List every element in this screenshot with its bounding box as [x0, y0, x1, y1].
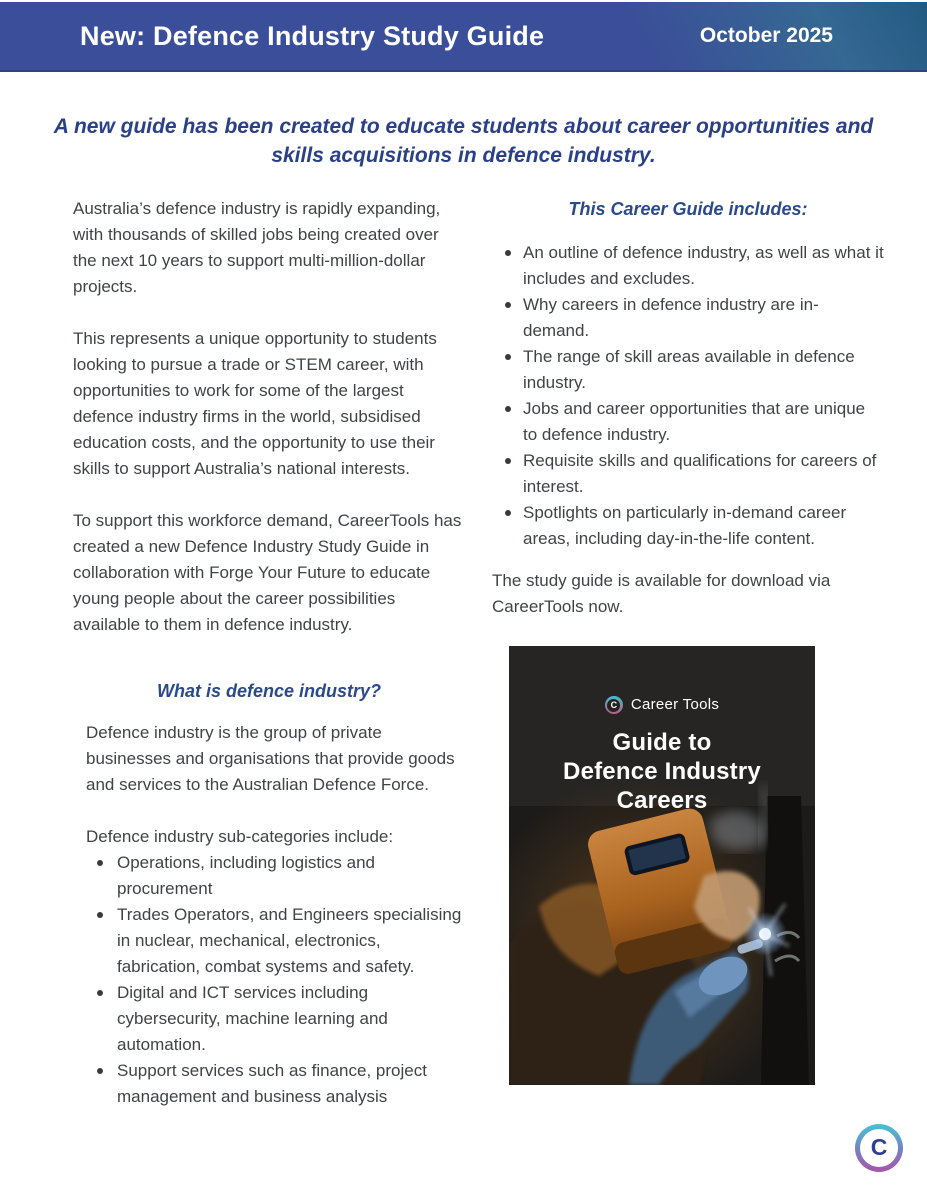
list-item: Digital and ICT services including cybersecurity, machine learning and automation. — [73, 980, 465, 1058]
right-column — [492, 196, 884, 1085]
list-item: Requisite skills and qualifications for careers of interest. — [492, 448, 884, 500]
list-item: Operations, including logistics and procurement — [73, 850, 465, 902]
page-title: New: Defence Industry Study Guide — [80, 20, 545, 51]
cover-brand-row — [509, 692, 815, 718]
list-item: Trades Operators, and Engineers specialising in nuclear, mechanical, electronics, fabrication, combat systems and safety. — [73, 902, 465, 980]
left-column — [73, 196, 465, 1110]
cover-brand-name: Career Tools — [630, 696, 720, 713]
cover-title-line: Defence Industry — [563, 758, 761, 785]
headline: A new guide has been created to educate students about career opportunities and skills acquisitions in defence industry. — [53, 115, 874, 167]
section-heading-guide-includes: This Career Guide includes: — [568, 199, 808, 219]
careertools-logo-letter: C — [860, 1129, 898, 1167]
list-item: The range of skill areas available in defence industry. — [492, 344, 884, 396]
intro-paragraph-3: To support this workforce demand, CareerTools has created a new Defence Industry Study Guide in collaboration with Forge Your Future to educate young people about the career possibilities available to them in defence industry. — [73, 511, 462, 634]
issue-date: October 2025 — [699, 24, 833, 47]
careertools-logo-icon — [855, 1124, 903, 1172]
careertools-badge-icon: C — [605, 696, 623, 714]
section-heading-what-is-defence-industry: What is defence industry? — [156, 681, 382, 701]
study-guide-cover-image — [509, 646, 815, 1085]
intro-paragraph-2: This represents a unique opportunity to students looking to pursue a trade or STEM career, with opportunities to work for some of the largest defence industry firms in the world, subsidised education costs, and the opportunity to use their skills to support Australia’s national interests. — [73, 329, 437, 478]
header-bar — [0, 2, 927, 72]
list-item: An outline of defence industry, as well as what it includes and excludes. — [492, 240, 884, 292]
cover-title — [509, 728, 815, 815]
list-item: Spotlights on particularly in-demand career areas, including day-in-the-life content. — [492, 500, 884, 552]
guide-contents-list — [492, 240, 884, 552]
defence-industry-definition: Defence industry is the group of private businesses and organisations that provide goods and services to the Australian Defence Force. — [86, 723, 455, 794]
cover-title-line: Guide to — [612, 729, 712, 756]
subcategories-list — [73, 850, 465, 1110]
subcategories-intro: Defence industry sub-categories include: — [86, 827, 394, 846]
cover-title-line: Careers — [616, 787, 708, 814]
list-item: Jobs and career opportunities that are unique to defence industry. — [492, 396, 884, 448]
list-item: Why careers in defence industry are in-demand. — [492, 292, 884, 344]
intro-paragraph-1: Australia’s defence industry is rapidly expanding, with thousands of skilled jobs being created over the next 10 years to support multi-million-dollar projects. — [73, 199, 441, 296]
availability-note: The study guide is available for download via CareerTools now. — [492, 571, 831, 616]
list-item: Support services such as finance, project management and business analysis — [73, 1058, 465, 1110]
